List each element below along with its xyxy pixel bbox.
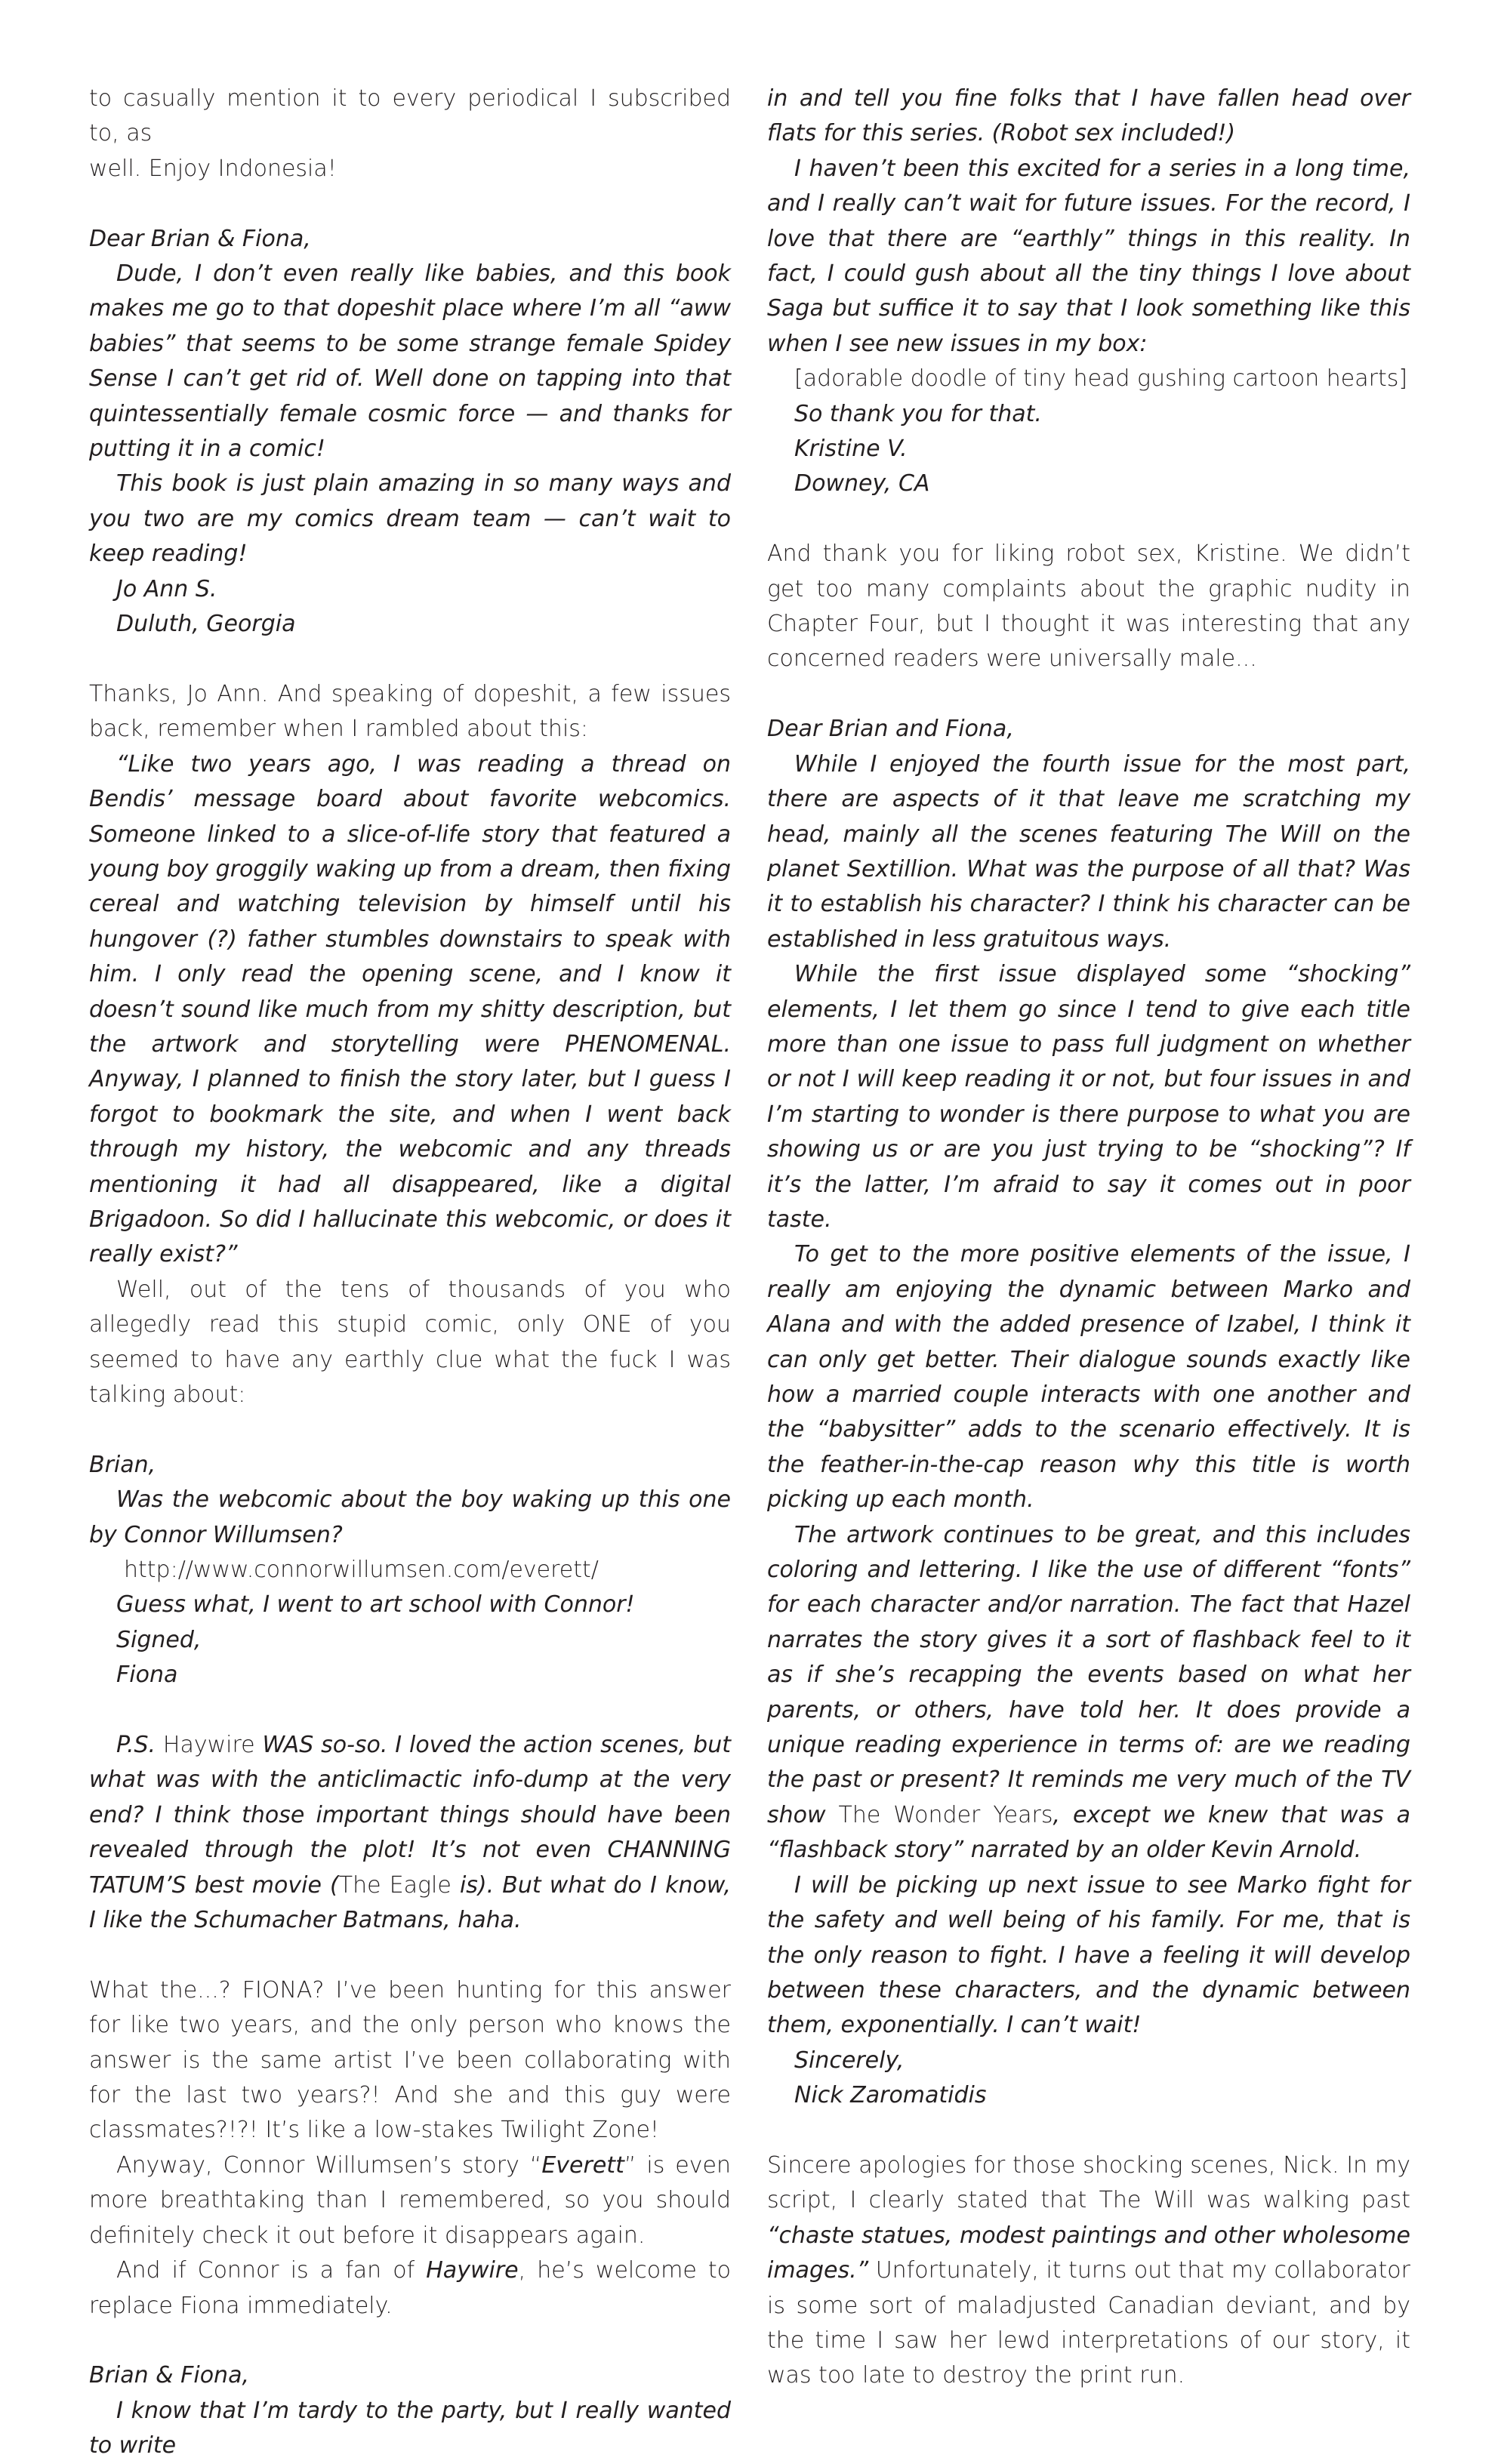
letter-signature: Kristine V. [794, 436, 908, 463]
ps-text: is). But what do I know, I like the Schumacher Batmans, haha. [89, 1871, 731, 1934]
letter-text: , except we knew that was a “flashback story” narrated by an older Kevin Arnold. [767, 1801, 1410, 1864]
reply-text: Unfortunately, it turns out that my collaborator is some sort of maladjusted Canadian deviant, and by the time I saw her lewd interpretations of our story, it was too late to destroy the print run. [767, 2257, 1410, 2389]
ps-text: WAS so-so. I loved the action scenes, but what was with the anticlimactic info-dump at the very end? I think those important things should have been revealed through the plot! It’s not even CHANNING TATUM’S best movie ( [89, 1732, 731, 1899]
editor-reply: And thank you for liking robot sex, Kristine. We didn’t get too many complaints about the graphic nudity in Chapter Four, but I thought it was interesting that any concerned readers were universally male... [767, 541, 1410, 673]
quoted-passage: “Like two years ago, I was reading a thread on Bendis’ message board about favorite webcomics. Someone linked to a slice-of-life story that featured a young boy groggily waking up from a dream, then fixing cereal and watching television by himself until his hungover (?) father stumbles downstairs to speak with him. I only read the opening scene, and I know it doesn’t sound like much from my shitty description, but the artwork and storytelling were PHENOMENAL. Anyway, I planned to finish the story later, but I guess I forgot to bookmark the site, and when I went back through my history, the webcomic and any threads mentioning it had all disappeared, like a digital Brigadoon. So did I hallucinate this webcomic, or does it really exist?” [89, 750, 731, 1268]
letter-signature: Jo Ann S. [116, 575, 217, 602]
spacer [89, 186, 731, 221]
intro-line: to casually mention it to every periodical I subscribed to, as [89, 85, 731, 147]
letter-text: The artwork continues to be great, and this includes coloring and lettering. I like the use of different “fonts” for each character and/or narration. The fact that Hazel narrates the story gives it a sort of flashback feel to it as if she’s recapping the events based on what her parents, or others, have told her. It does provide a unique reading experience in terms of: are we reading the past or present? It reminds me very much of the TV show [767, 1521, 1410, 1828]
intro-line: well. Enjoy Indonesia! [89, 155, 337, 182]
letter-location: Duluth, Georgia [116, 611, 296, 638]
movie-title: Haywire [156, 1732, 263, 1759]
letter-salutation: Brian & Fiona, [89, 2362, 249, 2389]
letter-paragraph: Guess what, I went to art school with Connor! [116, 1591, 635, 1619]
reply-text: Anyway, Connor Willumsen’s story “ [116, 2151, 542, 2179]
spacer [767, 2114, 1410, 2148]
movie-title: The Eagle [338, 1871, 452, 1899]
letter-location: Downey, CA [794, 470, 930, 497]
spacer [89, 1938, 731, 1973]
reply-text: ” is even more breathtaking than I remembered, so you should definitely check it out before it disappears again. [89, 2151, 731, 2249]
letter-signature: Nick Zaromatidis [794, 2082, 987, 2109]
letter-paragraph: Was the webcomic about the boy waking up this one by Connor Willumsen? [89, 1486, 731, 1548]
editor-reply: What the...? FIONA? I’ve been hunting for this answer for like two years, and the only person who knows the answer is the same artist I’ve been collaborating with for the last two years?! And she and this guy were classmates?!?! It’s like a low-stakes Twilight Zone! [89, 1976, 731, 2144]
comic-title: Haywire [426, 2257, 519, 2284]
letter-signoff: Signed, [116, 1626, 202, 1653]
left-column [89, 82, 731, 2464]
spacer [89, 1693, 731, 1728]
letter-salutation: Brian, [89, 1451, 156, 1478]
script-quote: “chaste statues, modest paintings and other wholesome images.” [767, 2222, 1410, 2284]
letter-paragraph: While I enjoyed the fourth issue for the most part, there are aspects of it that leave me scratching my head, mainly all the scenes featuring The Will on the planet Sextillion. What was the purpose of all that? Was it to establish his character? I think his character can be established in less gratuitous ways. [767, 750, 1410, 953]
letter-paragraph: To get to the more positive elements of the issue, I really am enjoying the dynamic between Marko and Alana and with the added presence of Izabel, I think it can only get better. Their dialogue sounds exactly like how a married couple interacts with one another and the “babysitter” adds to the scenario effectively. It is the feather-in-the-cap reason why this title is worth picking up each month. [767, 1241, 1410, 1514]
letter-paragraph: This book is just plain amazing in so many ways and you two are my comics dream team — can’t wait to keep reading! [89, 470, 731, 568]
editor-reply [89, 2253, 731, 2324]
letter-salutation: Dear Brian & Fiona, [89, 225, 311, 252]
letter-paragraph: in and tell you fine folks that I have fallen head over flats for this series. (Robot sex included!) [767, 85, 1410, 147]
letter-signature: Fiona [116, 1662, 178, 1689]
doodle-caption: [adorable doodle of tiny head gushing cartoon hearts] [794, 365, 1408, 393]
spacer [89, 1412, 731, 1447]
editor-reply [767, 2148, 1410, 2394]
letter-salutation: Dear Brian and Fiona, [767, 716, 1014, 743]
story-title: Everett [541, 2151, 624, 2179]
letter-paragraph: I haven’t been this excited for a series in a long time, and I really can’t wait for future issues. For the record, I love that there are “earthly” things in this reality. In fact, I could gush about all the tiny things I love about Saga but suffice it to say that I look something like this when I see new issues in my box: [767, 155, 1410, 357]
letter-paragraph: I will be picking up next issue to see Marko fight for the safety and well being of his family. For me, that is the only reason to fight. I have a feeling it will develop between these characters, and the dynamic between them, exponentially. I can’t wait! [767, 1871, 1410, 2039]
spacer [89, 2324, 731, 2358]
letter-paragraph: While the first issue displayed some “shocking” elements, I let them go since I tend to give each title more than one issue to pass full judgment on whether or not I will keep reading it or not, but four issues in and I’m starting to wonder is there purpose to what you are showing us or are you just trying to be “shocking”? If it’s the latter, I’m afraid to say it comes out in poor taste. [767, 961, 1410, 1233]
reply-text: Sincere apologies for those shocking scenes, Nick. In my script, I clearly stated that The Will was walking past [767, 2151, 1410, 2214]
reply-text: , he’s welcome to replace Fiona immediately. [89, 2257, 731, 2319]
postscript [89, 1728, 731, 1938]
letter-paragraph: Dude, I don’t even really like babies, and this book makes me go to that dopeshit place where I’m all “aww babies” that seems to be some strange female Spidey Sense I can’t get rid of. Well done on tapping into that quintessentially female cosmic force — and thanks for putting it in a comic! [89, 260, 731, 463]
letter-paragraph: So thank you for that. [794, 400, 1042, 427]
spacer [767, 502, 1410, 537]
letter-paragraph [767, 1518, 1410, 1868]
editor-reply [89, 2148, 731, 2253]
right-column [767, 82, 1410, 2394]
webcomic-url: http://www.connorwillumsen.com/everett/ [124, 1557, 599, 1584]
show-title: The Wonder Years [838, 1801, 1053, 1828]
letter-signoff: Sincerely, [794, 2047, 905, 2074]
editor-reply: Well, out of the tens of thousands of you who allegedly read this stupid comic, only ONE of you seemed to have any earthly clue what the fuck I was talking about: [89, 1276, 731, 1408]
ps-label: P.S. [116, 1732, 156, 1759]
spacer [767, 677, 1410, 712]
spacer [89, 642, 731, 676]
editor-reply: Thanks, Jo Ann. And speaking of dopeshit, a few issues back, remember when I rambled about this: [89, 680, 731, 743]
reply-text: And if Connor is a fan of [116, 2257, 427, 2284]
letter-paragraph: I know that I’m tardy to the party, but I really wanted to write [89, 2397, 731, 2459]
